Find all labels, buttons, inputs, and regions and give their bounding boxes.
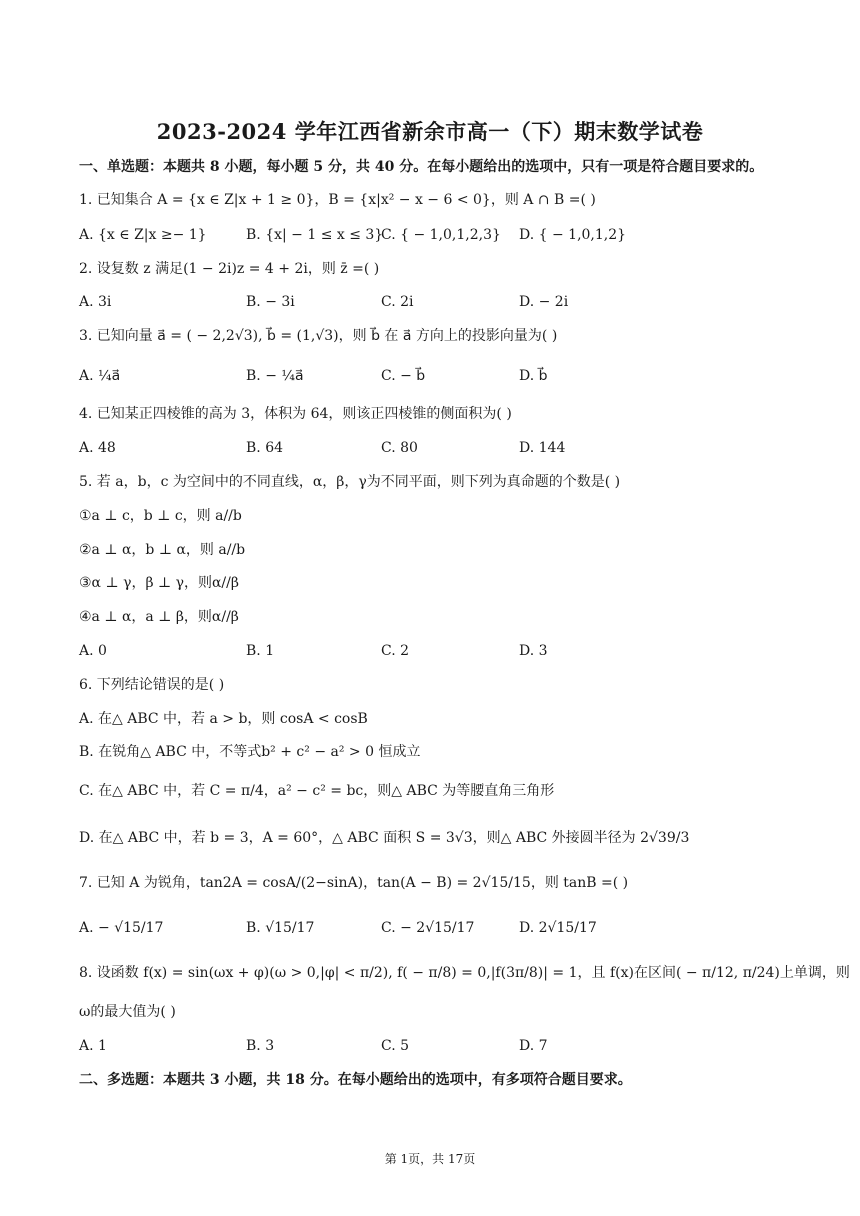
question-2-options: [79, 292, 799, 312]
option-c: C. 2i: [381, 294, 414, 310]
question-1-stem: 1. 已知集合 A = {x ∈ Z|x + 1 ≥ 0}，B = {x|x² − x − 6 < 0}，则 A ∩ B =( ): [79, 192, 596, 208]
question-6-option-b: B. 在锐角△ ABC 中，不等式b² + c² − a² > 0 恒成立: [79, 744, 421, 760]
question-5-options: [79, 641, 799, 661]
question-5-statement-3: ③α ⊥ γ，β ⊥ γ，则α//β: [79, 575, 239, 591]
question-5-stem: 5. 若 a，b，c 为空间中的不同直线，α，β，γ为不同平面，则下列为真命题的个数是( ): [79, 474, 621, 490]
question-3-options: [79, 366, 799, 386]
question-2-stem: 2. 设复数 z 满足(1 − 2i)z = 4 + 2i，则 z̄ =( ): [79, 261, 380, 277]
question-8-stem-continued: ω的最大值为( ): [79, 1004, 176, 1020]
question-4-options: [79, 438, 799, 458]
question-6-option-c: C. 在△ ABC 中，若 C = π/4，a² − c² = bc，则△ ABC 为等腰直角三角形: [79, 783, 555, 799]
page-title: 2023-2024 学年江西省新余市高一（下）期末数学试卷: [156, 119, 704, 144]
option-b: B. 64: [246, 440, 284, 456]
option-b: B. − 3i: [246, 294, 295, 310]
option-d: D. 3: [519, 643, 548, 659]
option-d: D. − 2i: [519, 294, 569, 310]
section-1-heading: 一、单选题：本题共 8 小题，每小题 5 分，共 40 分。在每小题给出的选项中，只有一项是符合题目要求的。: [79, 159, 764, 175]
question-6-option-a: A. 在△ ABC 中，若 a > b，则 cosA < cosB: [79, 711, 368, 727]
option-b: B. √15/17: [246, 920, 315, 936]
option-b: B. {x| − 1 ≤ x ≤ 3}: [246, 227, 384, 243]
question-6-stem: 6. 下列结论错误的是( ): [79, 677, 225, 693]
question-3-stem: 3. 已知向量 a⃗ = ( − 2,2√3), b⃗ = (1,√3)，则 b⃗ 在 a⃗ 方向上的投影向量为( ): [79, 328, 558, 344]
option-c: C. { − 1,0,1,2,3}: [381, 227, 501, 243]
option-a: A. ¼a⃗: [79, 368, 121, 384]
option-a: A. 1: [79, 1038, 107, 1054]
option-d: D. 7: [519, 1038, 548, 1054]
page-footer: 第 1页，共 17页: [384, 1152, 476, 1166]
option-d: D. 144: [519, 440, 566, 456]
question-4-stem: 4. 已知某正四棱锥的高为 3，体积为 64，则该正四棱锥的侧面积为( ): [79, 406, 512, 422]
option-c: C. − b⃗: [381, 368, 426, 384]
question-1-options: [79, 225, 799, 245]
question-7-options: [79, 918, 799, 938]
option-b: B. 1: [246, 643, 275, 659]
option-a: A. 48: [79, 440, 116, 456]
option-d: D. 2√15/17: [519, 920, 597, 936]
question-5-statement-4: ④a ⊥ α，a ⊥ β，则α//β: [79, 609, 239, 625]
option-b: B. 3: [246, 1038, 275, 1054]
question-5-statement-2: ②a ⊥ α，b ⊥ α，则 a//b: [79, 542, 246, 558]
option-c: C. 2: [381, 643, 410, 659]
option-a: A. 3i: [79, 294, 112, 310]
question-5-statement-1: ①a ⊥ c，b ⊥ c，则 a//b: [79, 508, 242, 524]
option-d: D. b⃗: [519, 368, 548, 384]
question-8-stem: 8. 设函数 f(x) = sin(ωx + φ)(ω > 0,|φ| < π/2), f( − π/8) = 0,|f(3π/8)| = 1，且 f(x)在区间( − π/12, π/24)上单调，则: [79, 965, 850, 981]
question-8-options: [79, 1036, 799, 1056]
question-7-stem: 7. 已知 A 为锐角，tan2A = cosA/(2−sinA)，tan(A − B) = 2√15/15，则 tanB =( ): [79, 875, 629, 891]
option-b: B. − ¼a⃗: [246, 368, 304, 384]
option-c: C. − 2√15/17: [381, 920, 475, 936]
option-a: A. − √15/17: [79, 920, 164, 936]
question-6-option-d: D. 在△ ABC 中，若 b = 3，A = 60°，△ ABC 面积 S = 3√3，则△ ABC 外接圆半径为 2√39/3: [79, 830, 690, 846]
option-a: A. {x ∈ Z|x ≥− 1}: [79, 227, 207, 243]
option-d: D. { − 1,0,1,2}: [519, 227, 627, 243]
option-c: C. 5: [381, 1038, 410, 1054]
option-a: A. 0: [79, 643, 107, 659]
option-c: C. 80: [381, 440, 418, 456]
section-2-heading: 二、多选题：本题共 3 小题，共 18 分。在每小题给出的选项中，有多项符合题目要求。: [79, 1072, 632, 1088]
